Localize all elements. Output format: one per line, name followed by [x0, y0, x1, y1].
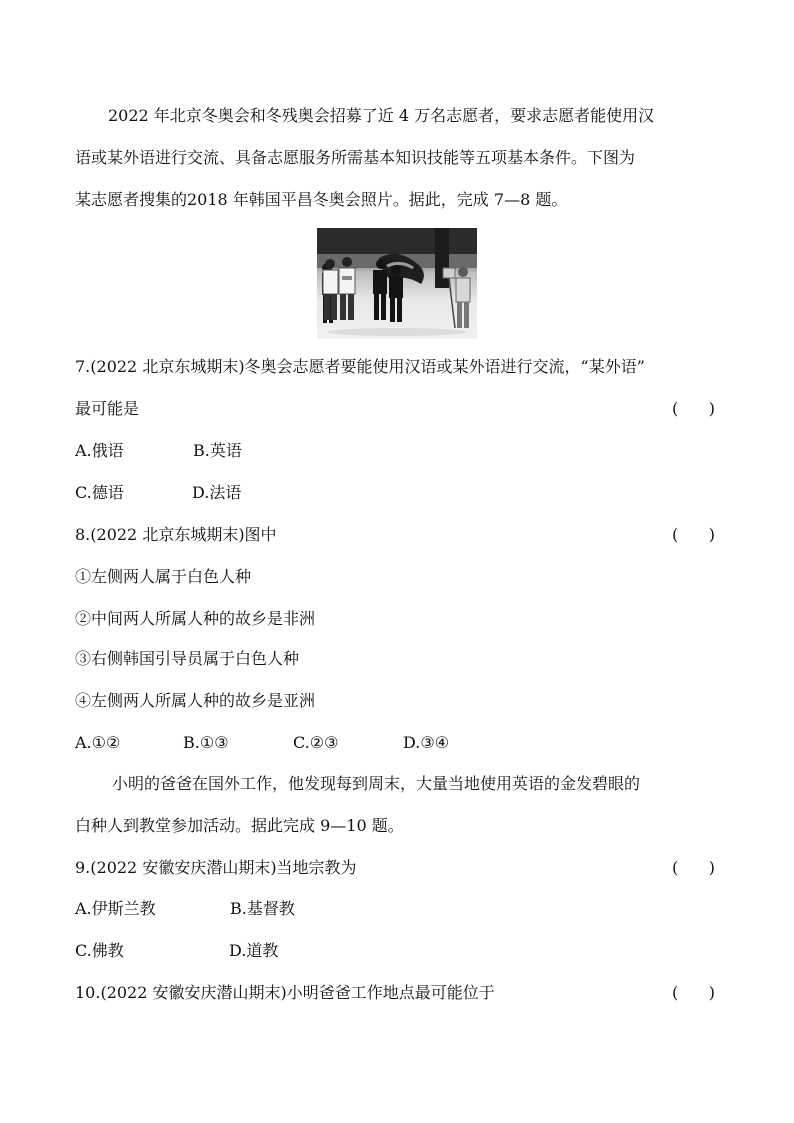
q7-option-c: C.德语 — [75, 483, 124, 502]
photo-illustration — [317, 228, 477, 339]
q9-option-d: D.道教 — [229, 941, 279, 960]
q8-option-a: A.①② — [75, 733, 121, 752]
q7-option-a: A.俄语 — [75, 441, 124, 460]
q8-item-4: ④左侧两人所属人种的故乡是亚洲 — [75, 691, 316, 710]
q8-option-b: B.①③ — [183, 733, 229, 752]
q8-answer-paren: ( ) — [672, 525, 715, 544]
q7-option-d: D.法语 — [192, 483, 242, 502]
intro1-line2: 语或某外语进行交流、具备志愿服务所需基本知识技能等五项基本条件。下图为 — [75, 148, 636, 167]
q7-option-b: B.英语 — [193, 441, 242, 460]
q7-stem-line1: 7.(2022 北京东城期末)冬奥会志愿者要能使用汉语或某外语进行交流，“某外语” — [75, 357, 645, 376]
q7-stem-line2: 最可能是 — [75, 399, 140, 418]
q8-item-1: ①左侧两人属于白色人种 — [75, 567, 252, 586]
q9-option-b: B.基督教 — [230, 899, 295, 918]
q9-answer-paren: ( ) — [672, 858, 715, 877]
intro1-line3: 某志愿者搜集的2018 年韩国平昌冬奥会照片。据此，完成 7—8 题。 — [75, 190, 568, 209]
intro1-line1: 2022 年北京冬奥会和冬残奥会招募了近 4 万名志愿者，要求志愿者能使用汉 — [108, 106, 655, 125]
intro2-line2: 白种人到教堂参加活动。据此完成 9—10 题。 — [75, 816, 404, 835]
q9-option-a: A.伊斯兰教 — [75, 899, 156, 918]
q10-stem: 10.(2022 安徽安庆潜山期末)小明爸爸工作地点最可能位于 — [75, 983, 495, 1002]
q8-stem: 8.(2022 北京东城期末)图中 — [75, 525, 277, 544]
q9-option-c: C.佛教 — [75, 941, 124, 960]
q8-item-2: ②中间两人所属人种的故乡是非洲 — [75, 609, 316, 628]
q10-answer-paren: ( ) — [672, 983, 715, 1002]
q7-answer-paren: ( ) — [672, 399, 715, 418]
olympics-photo — [317, 228, 477, 339]
q8-option-d: D.③④ — [403, 733, 450, 752]
intro2-line1: 小明的爸爸在国外工作，他发现每到周末，大量当地使用英语的金发碧眼的 — [112, 774, 641, 793]
q8-item-3: ③右侧韩国引导员属于白色人种 — [75, 649, 300, 668]
q9-stem: 9.(2022 安徽安庆潜山期末)当地宗教为 — [75, 858, 357, 877]
q8-option-c: C.②③ — [293, 733, 339, 752]
